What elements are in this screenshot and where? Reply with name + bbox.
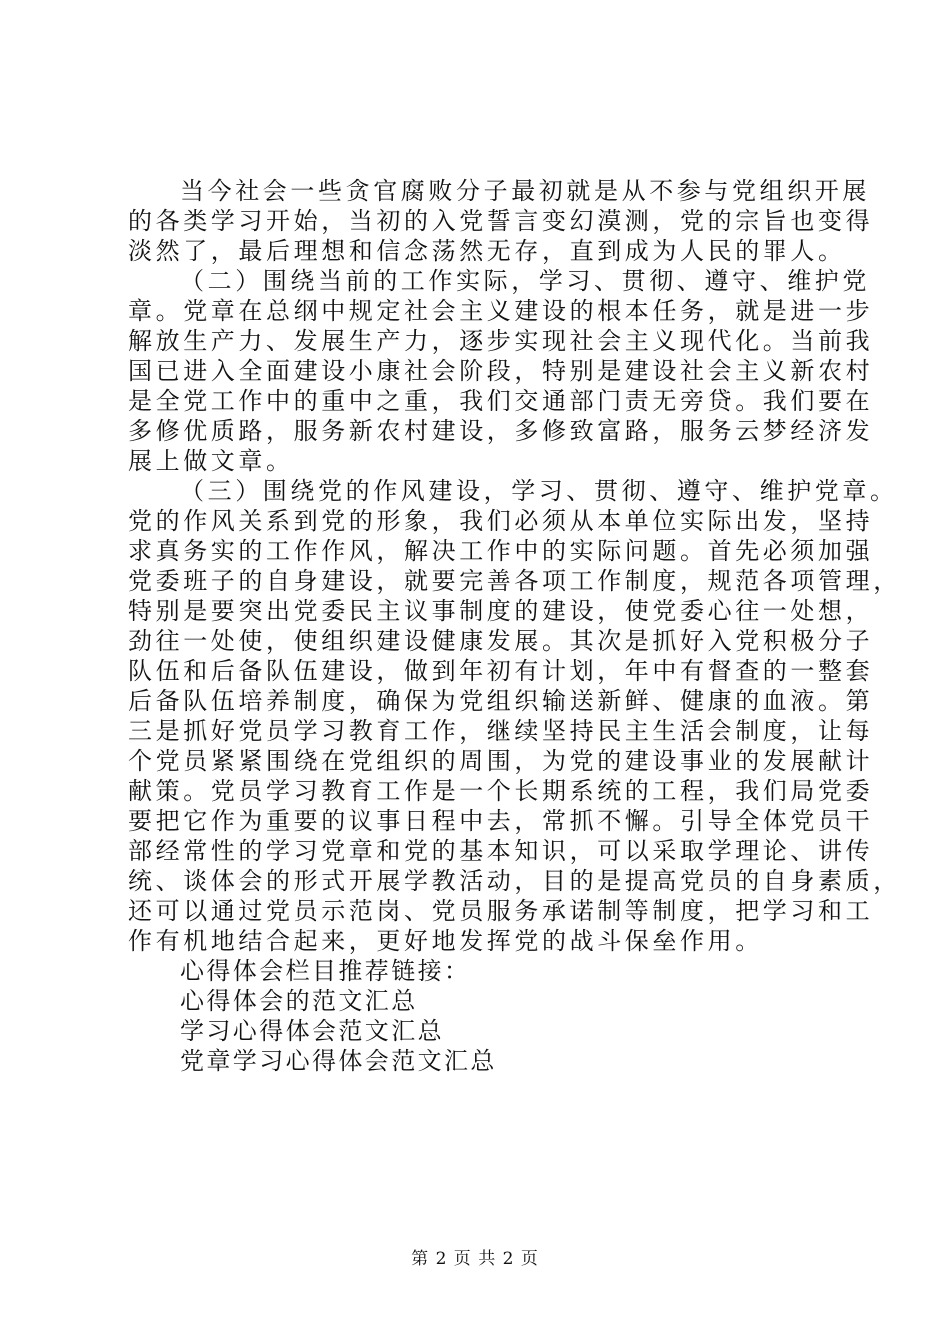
text-line: 展上做文章。 <box>128 447 294 475</box>
text-line: （二）围绕当前的工作实际，学习、贯彻、遵守、维护党 <box>180 267 870 295</box>
text-line: 部经常性的学习党章和党的基本知识，可以采取学理论、讲传 <box>128 837 874 865</box>
text-line: 当今社会一些贪官腐败分子最初就是从不参与党组织开展 <box>180 177 870 205</box>
text-line: 献策。党员学习教育工作是一个长期系统的工程，我们局党委 <box>128 777 874 805</box>
paragraph-2 <box>128 266 874 476</box>
text-line: 特别是要突出党委民主议事制度的建设，使党委心往一处想， <box>128 597 874 625</box>
text-line: 三是抓好党员学习教育工作，继续坚持民主生活会制度，让每 <box>128 717 874 745</box>
link-item[interactable]: 心得体会的范文汇总 <box>180 987 418 1015</box>
text-line: 求真务实的工作作风，解决工作中的实际问题。首先必须加强 <box>128 537 874 565</box>
text-line: 淡然了，最后理想和信念荡然无存，直到成为人民的罪人。 <box>128 237 846 265</box>
text-line: 党委班子的自身建设，就要完善各项工作制度，规范各项管理， <box>128 567 901 595</box>
text-line: 劲往一处使，使组织建设健康发展。其次是抓好入党积极分子 <box>128 627 874 655</box>
paragraph-1 <box>128 176 874 266</box>
recommended-links <box>128 956 828 1076</box>
text-line: 个党员紧紧围绕在党组织的周围，为党的建设事业的发展献计 <box>128 747 874 775</box>
text-line: 章。党章在总纲中规定社会主义建设的根本任务，就是进一步 <box>128 297 874 325</box>
text-line: 还可以通过党员示范岗、党员服务承诺制等制度，把学习和工 <box>128 897 874 925</box>
text-line: 多修优质路，服务新农村建设，多修致富路，服务云梦经济发 <box>128 417 874 445</box>
page-number-footer: 第 2 页 共 2 页 <box>411 1249 539 1269</box>
text-line: 队伍和后备队伍建设，做到年初有计划，年中有督查的一整套 <box>128 657 874 685</box>
text-line: （三）围绕党的作风建设，学习、贯彻、遵守、维护党章。 <box>180 477 898 505</box>
text-line: 是全党工作中的重中之重，我们交通部门责无旁贷。我们要在 <box>128 387 874 415</box>
text-line: 解放生产力、发展生产力，逐步实现社会主义现代化。当前我 <box>128 327 874 355</box>
text-line: 的各类学习开始，当初的入党誓言变幻漠测，党的宗旨也变得 <box>128 207 874 235</box>
text-line: 统、谈体会的形式开展学教活动，目的是提高党员的自身素质， <box>128 867 901 895</box>
paragraph-3 <box>128 476 901 956</box>
text-line: 作有机地结合起来，更好地发挥党的战斗保垒作用。 <box>128 927 763 955</box>
link-item[interactable]: 学习心得体会范文汇总 <box>180 1017 444 1045</box>
text-line: 要把它作为重要的议事日程中去，常抓不懈。引导全体党员干 <box>128 807 874 835</box>
links-heading: 心得体会栏目推荐链接： <box>180 957 471 985</box>
text-line: 后备队伍培养制度，确保为党组织输送新鲜、健康的血液。第 <box>128 687 874 715</box>
text-line: 国已进入全面建设小康社会阶段，特别是建设社会主义新农村 <box>128 357 874 385</box>
link-item[interactable]: 党章学习心得体会范文汇总 <box>180 1047 497 1075</box>
document-body <box>128 176 901 1076</box>
text-line: 党的作风关系到党的形象，我们必须从本单位实际出发，坚持 <box>128 507 874 535</box>
